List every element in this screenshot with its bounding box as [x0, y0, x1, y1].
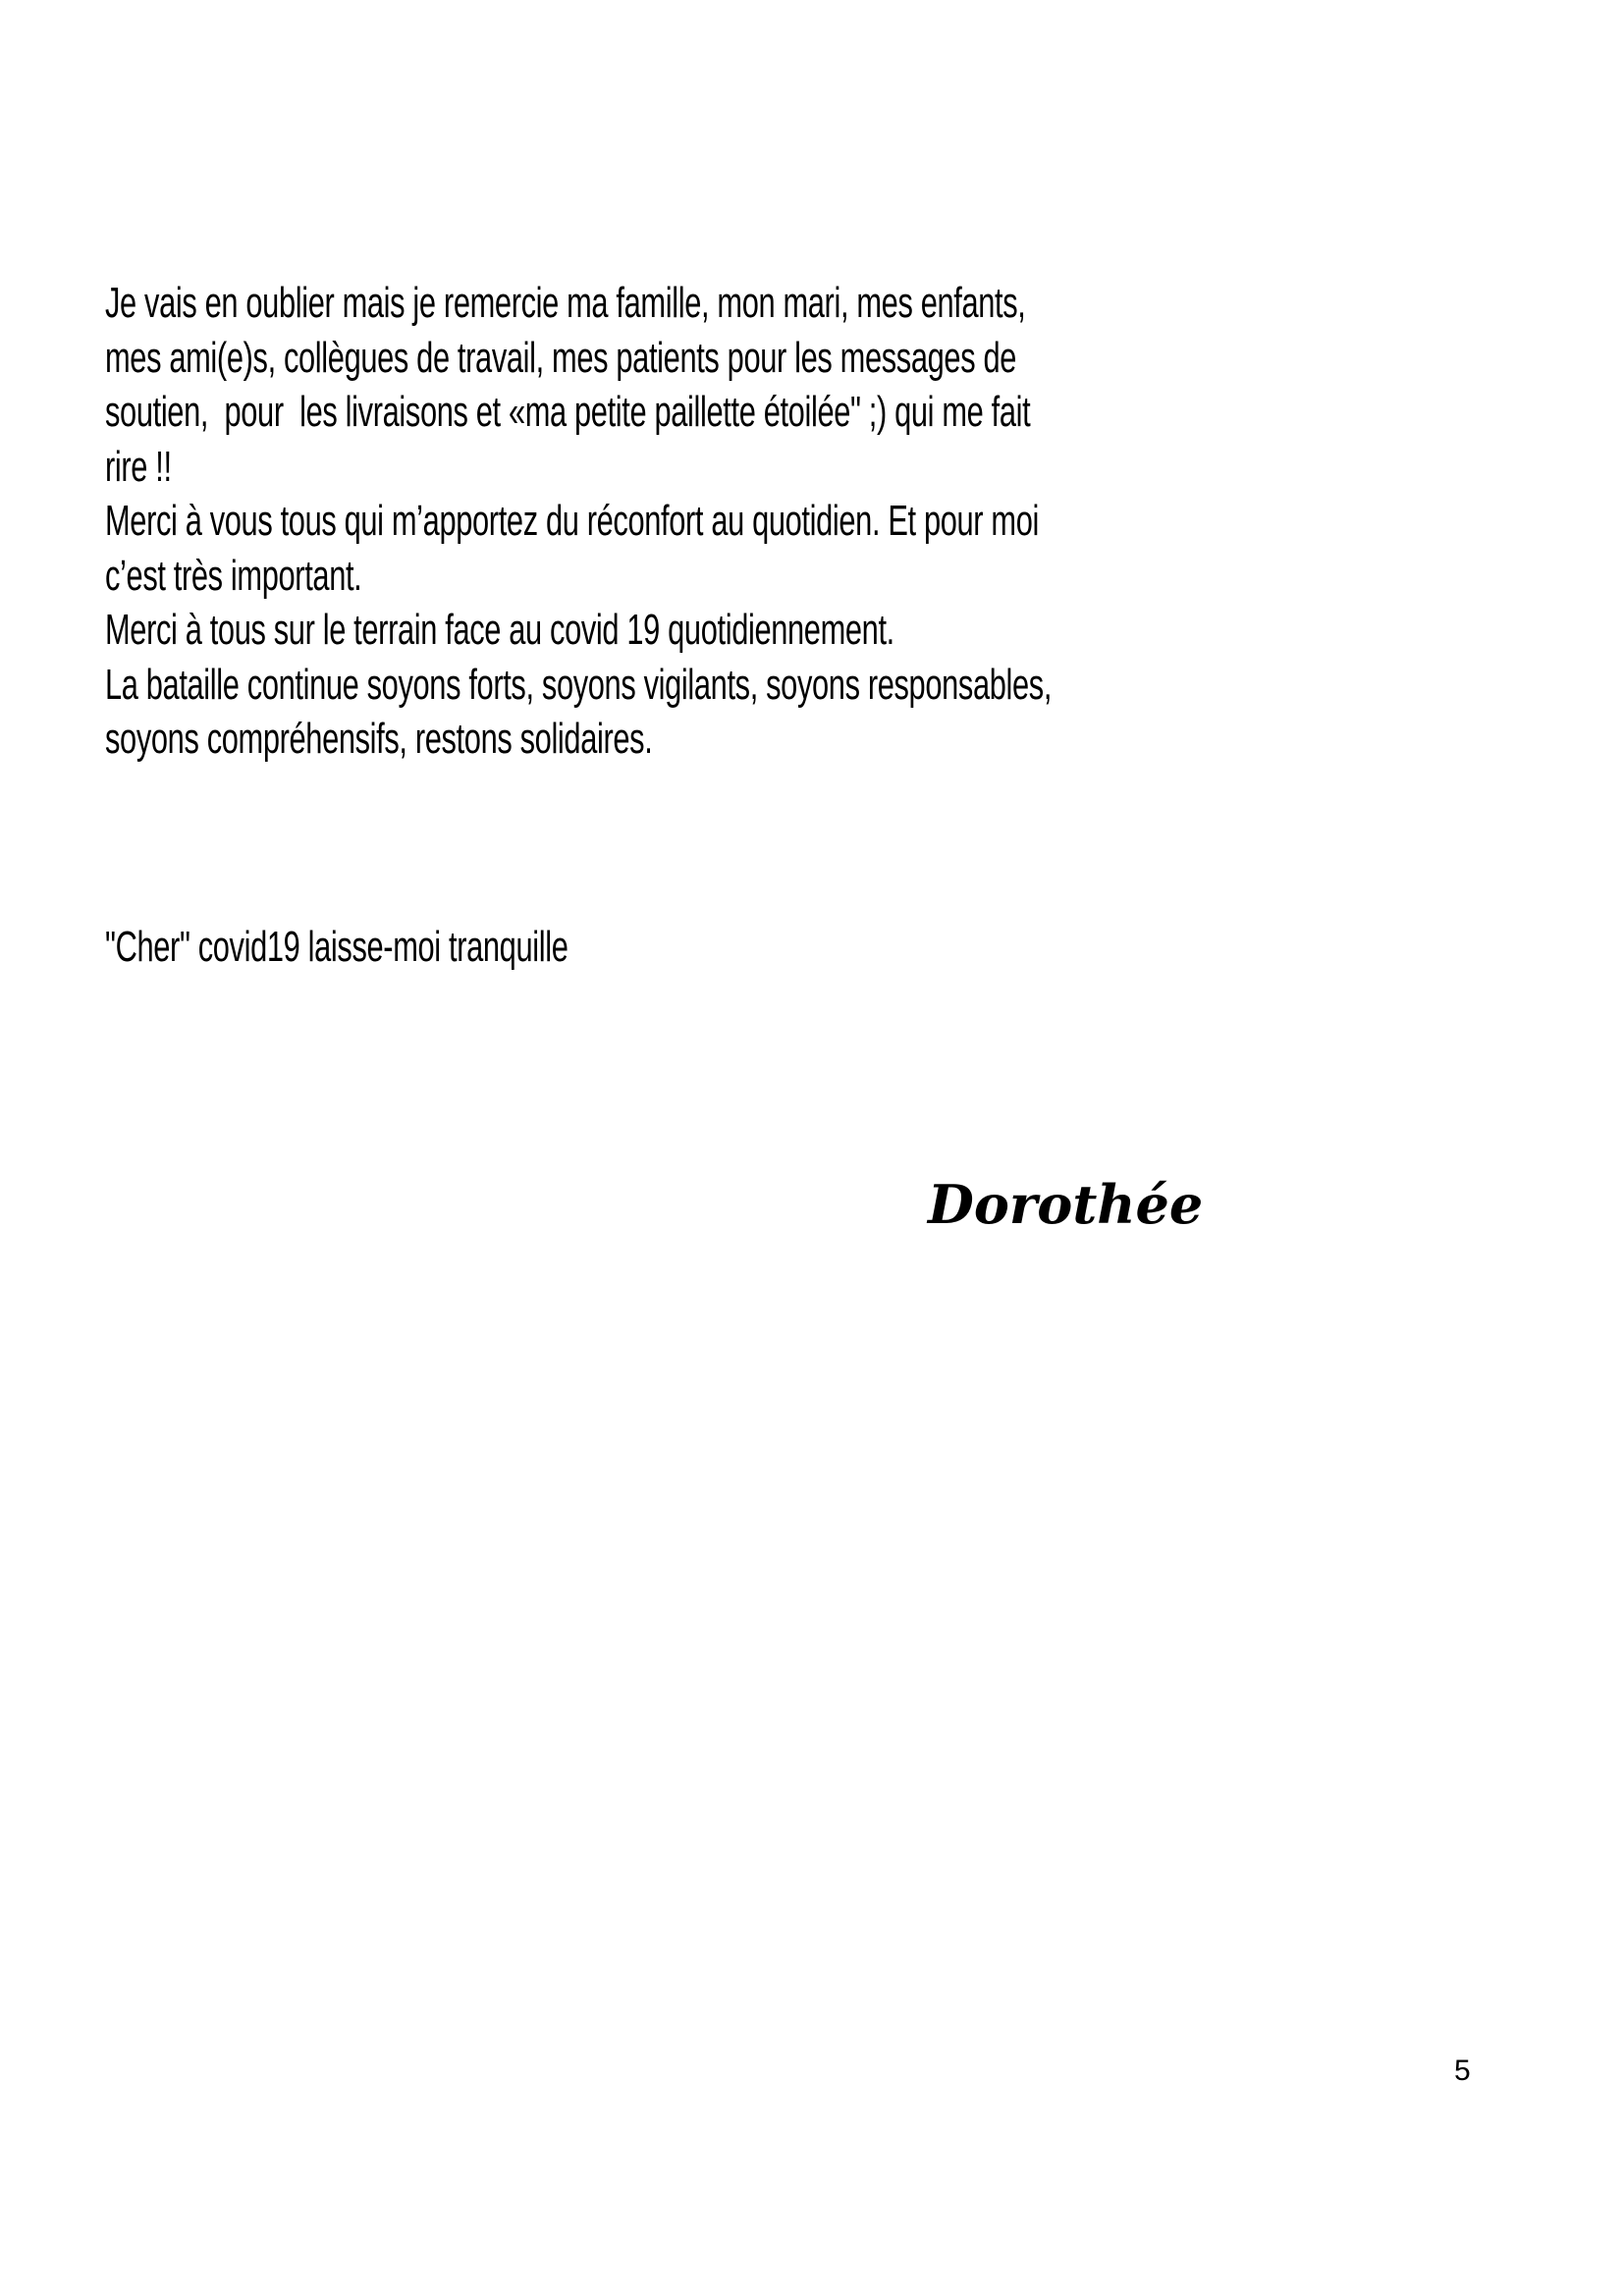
page-number: 5 [1454, 2055, 1471, 2087]
letter-line-1: Je vais en oublier mais je remercie ma famille, mon mari, mes enfants, [105, 279, 1026, 327]
letter-line-7: Merci à tous sur le terrain face au covid 19 quotidiennement. [105, 606, 894, 654]
letter-closing-line: "Cher" covid19 laisse-moi tranquille [105, 923, 568, 971]
letter-line-9: soyons compréhensifs, restons solidaires. [105, 715, 653, 763]
letter-line-5: Merci à vous tous qui m’apportez du réconfort au quotidien. Et pour moi [105, 497, 1040, 545]
letter-body [105, 276, 1052, 767]
letter-line-4: rire !! [105, 442, 172, 491]
letter-line-6: c’est très important. [105, 551, 362, 600]
letter-line-8: La bataille continue soyons forts, soyons vigilants, soyons responsables, [105, 660, 1053, 709]
letter-line-3: soutien, pour les livraisons et «ma petite paillette étoilée" ;) qui me fait [105, 388, 1031, 436]
letter-line-2: mes ami(e)s, collègues de travail, mes patients pour les messages de [105, 333, 1017, 382]
signature-dorothee: Dorothée [928, 1173, 1204, 1236]
